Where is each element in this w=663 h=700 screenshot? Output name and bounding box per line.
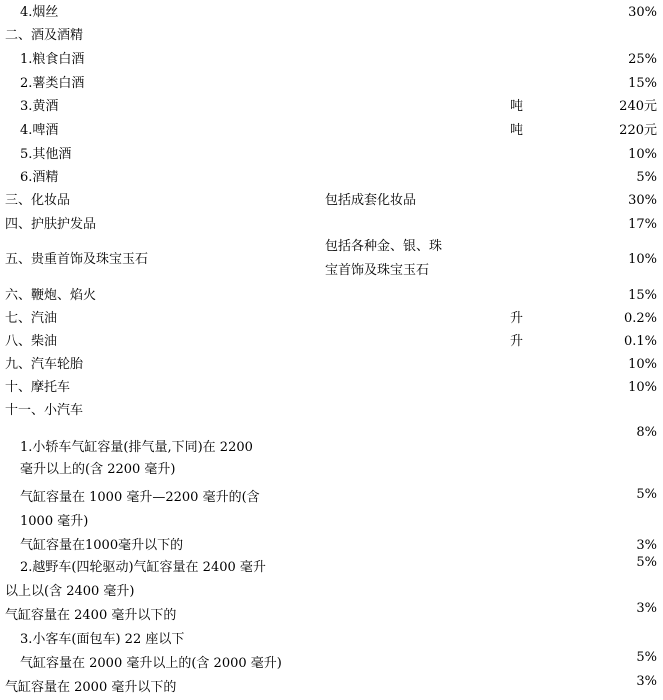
item-label: 气缸容量在 2000 毫升以上的(含 2000 毫升) — [20, 656, 282, 671]
scope-note: 宝首饰及珠宝玉石 — [325, 263, 430, 278]
rate-value: 25% — [628, 52, 657, 67]
item-label: 1.粮食白酒 — [20, 52, 85, 67]
rate-value: 220元 — [619, 123, 657, 138]
rate-value: 8% — [636, 425, 657, 440]
rate-value: 240元 — [619, 99, 657, 114]
rate-value: 3% — [636, 538, 657, 553]
category-heading: 四、护肤护发品 — [5, 217, 97, 232]
rate-value: 5% — [636, 555, 657, 570]
item-label: 气缸容量在 2400 毫升以下的 — [5, 608, 177, 623]
item-label-continued: 毫升以上的(含 2200 毫升) — [20, 462, 176, 477]
rate-value: 30% — [628, 193, 657, 208]
rate-value: 3% — [636, 674, 657, 689]
unit-label: 升 — [510, 334, 524, 349]
item-label: 气缸容量在1000毫升以下的 — [20, 538, 184, 553]
rate-value: 15% — [628, 288, 657, 303]
item-label: 2.越野车(四轮驱动)气缸容量在 2400 毫升 — [20, 560, 266, 575]
item-label: 1.小轿车气缸容量(排气量,下同)在 2200 — [20, 440, 253, 455]
category-heading: 九、汽车轮胎 — [5, 357, 84, 372]
item-label: 3.黄酒 — [20, 99, 59, 114]
rate-value: 5% — [636, 650, 657, 665]
category-heading: 十、摩托车 — [5, 380, 71, 395]
rate-value: 5% — [636, 170, 657, 185]
rate-value: 10% — [628, 357, 657, 372]
item-label: 气缸容量在 1000 毫升—2200 毫升的(含 — [20, 490, 260, 505]
category-heading: 十一、小汽车 — [5, 403, 84, 418]
item-label: 2.薯类白酒 — [20, 76, 85, 91]
rate-value: 0.1% — [623, 334, 657, 349]
unit-label: 吨 — [510, 123, 524, 138]
category-heading: 六、鞭炮、焰火 — [5, 288, 97, 303]
rate-value: 15% — [628, 76, 657, 91]
category-heading: 八、柴油 — [5, 334, 58, 349]
rate-value: 3% — [636, 601, 657, 616]
rate-value: 10% — [628, 380, 657, 395]
rate-value: 5% — [636, 487, 657, 502]
category-heading: 五、贵重首饰及珠宝玉石 — [5, 252, 149, 267]
item-label: 6.酒精 — [20, 170, 59, 185]
category-heading: 七、汽油 — [5, 311, 58, 326]
rate-value: 10% — [628, 252, 657, 267]
rate-value: 0.2% — [623, 311, 657, 326]
item-label: 气缸容量在 2000 毫升以下的 — [5, 680, 177, 695]
item-label-continued: 以上以(含 2400 毫升) — [5, 584, 135, 599]
item-label: 3.小客车(面包车) 22 座以下 — [20, 632, 185, 647]
item-label: 5.其他酒 — [20, 147, 72, 162]
unit-label: 升 — [510, 311, 524, 326]
unit-label: 吨 — [510, 99, 524, 114]
category-heading: 三、化妆品 — [5, 193, 71, 208]
scope-note: 包括各种金、银、珠 — [325, 239, 443, 254]
item-label: 4.啤酒 — [20, 123, 59, 138]
category-heading: 二、酒及酒精 — [5, 28, 84, 43]
item-label-continued: 1000 毫升) — [20, 514, 89, 529]
scope-note: 包括成套化妆品 — [325, 193, 417, 208]
item-label: 4.烟丝 — [20, 5, 59, 20]
rate-value: 10% — [628, 147, 657, 162]
rate-value: 17% — [628, 217, 657, 232]
rate-value: 30% — [628, 5, 657, 20]
